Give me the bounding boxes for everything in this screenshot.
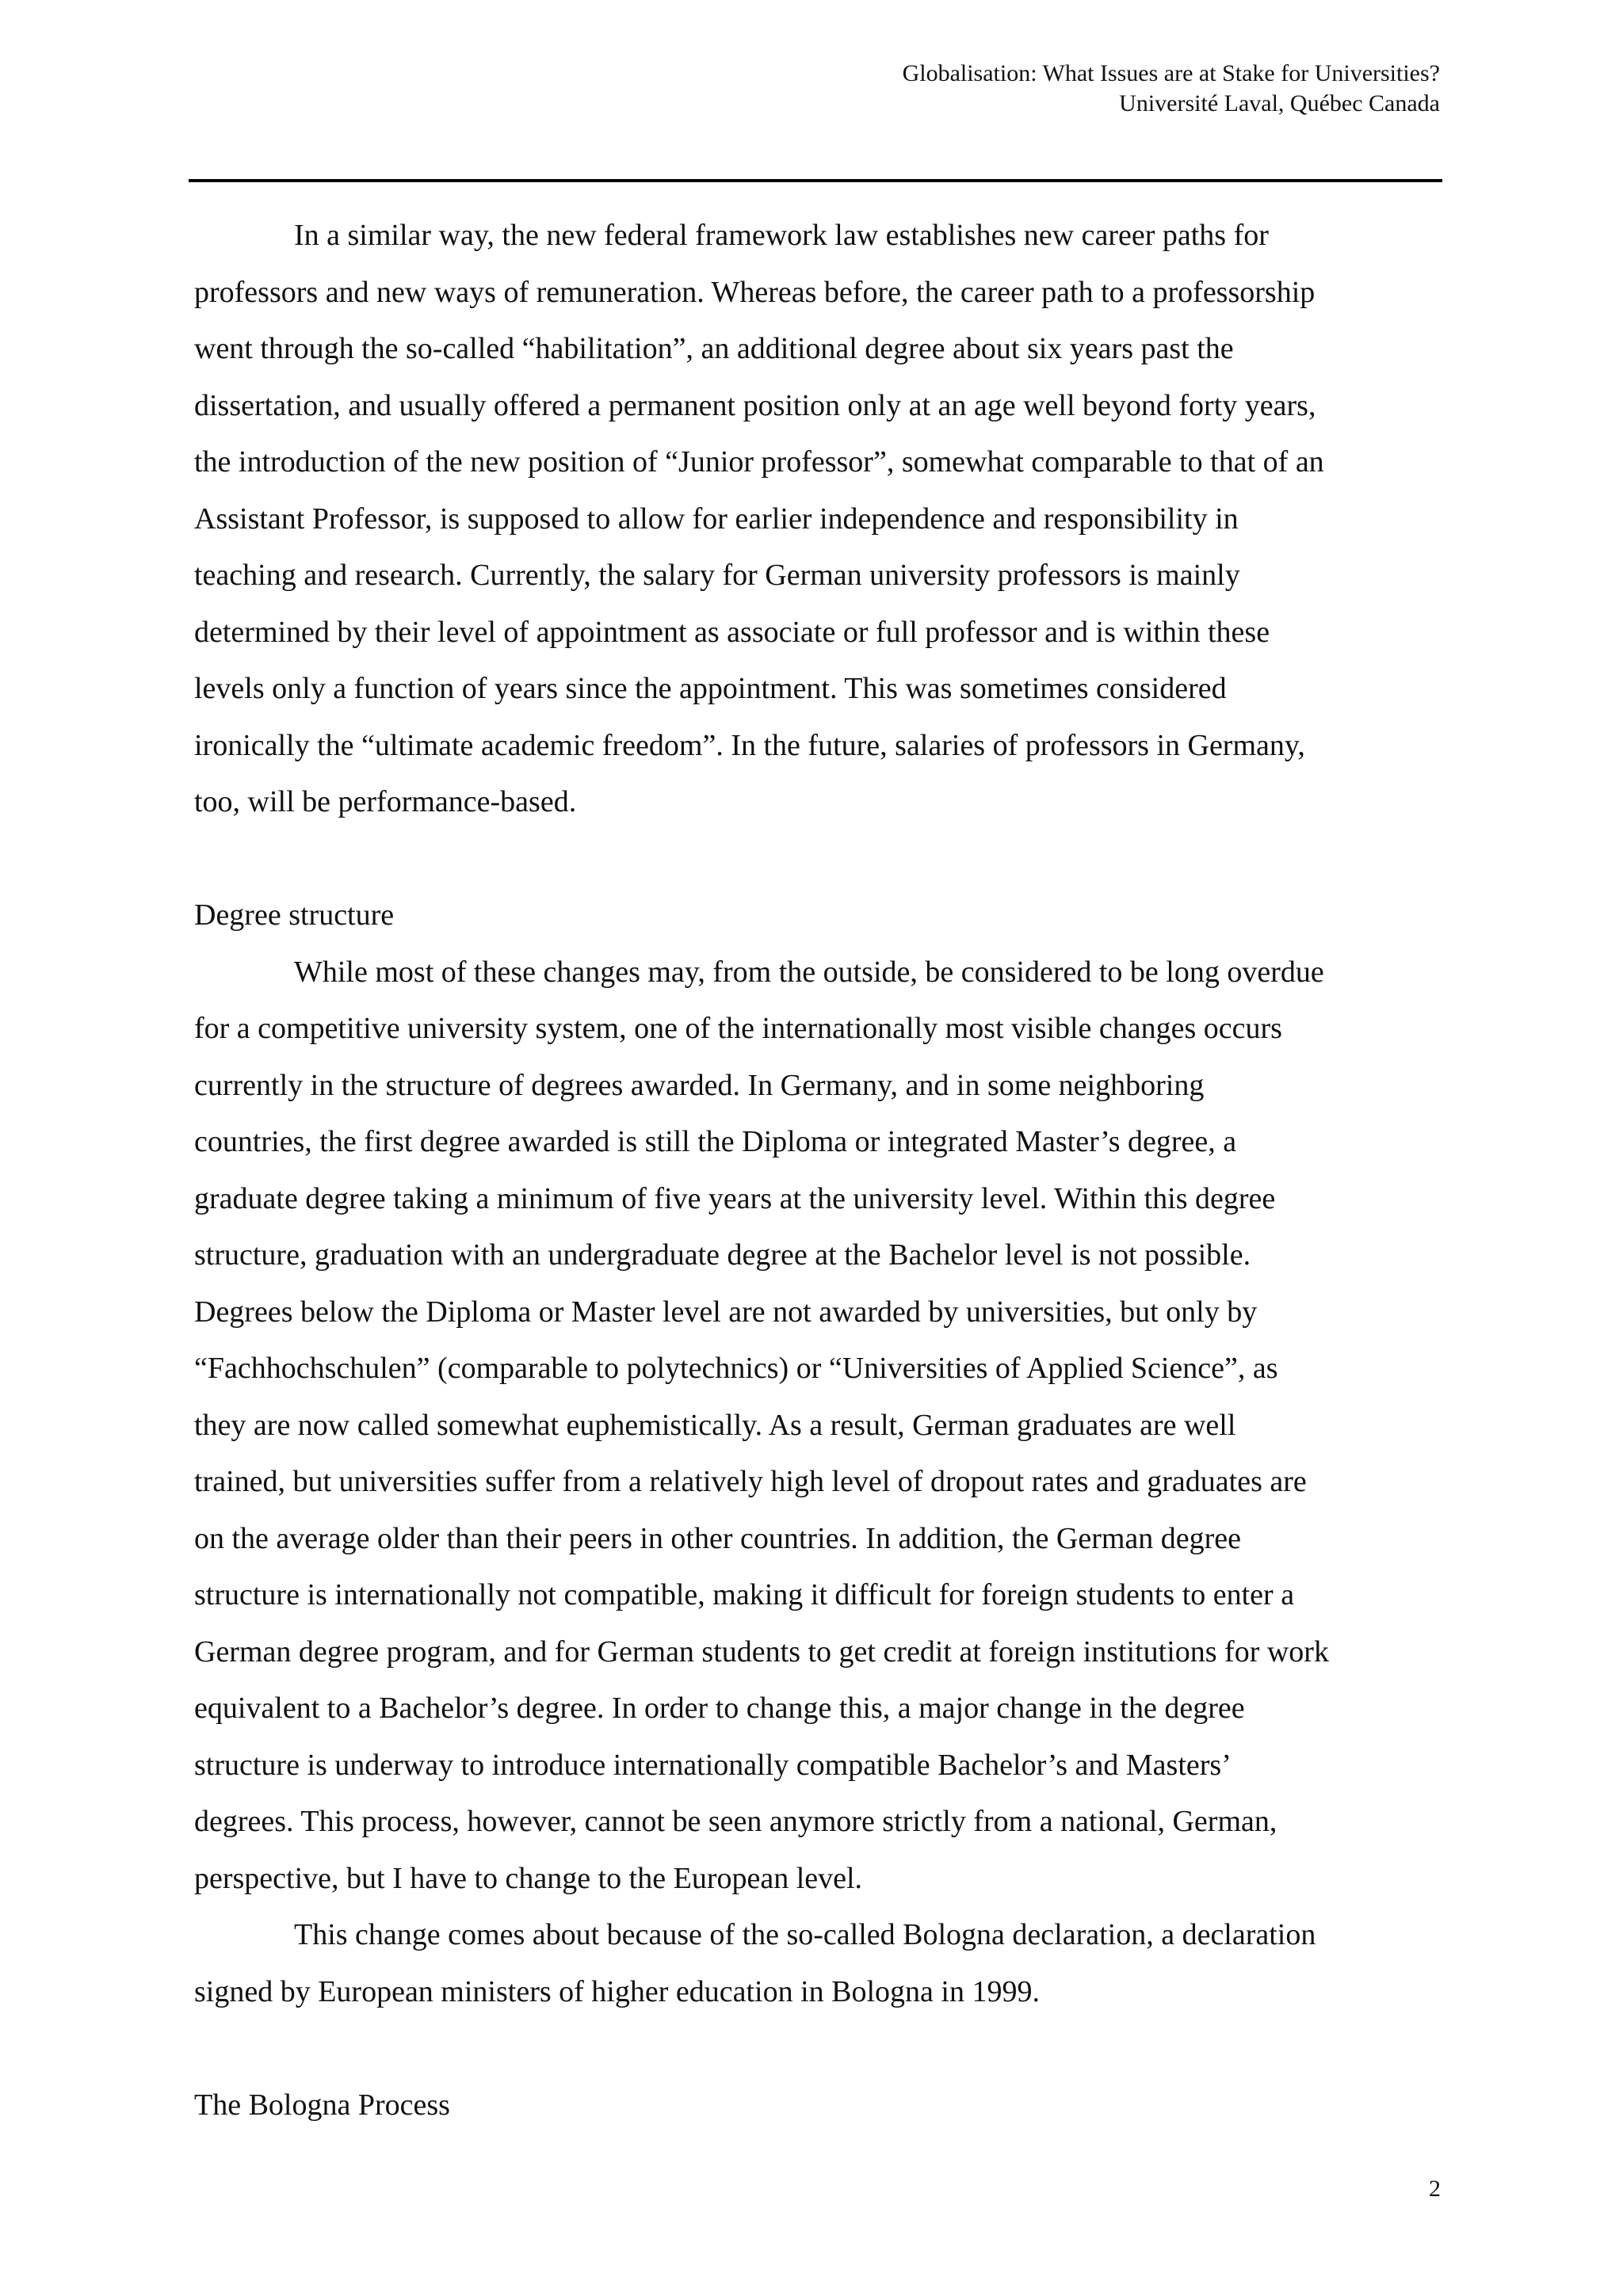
- paragraph-line: perspective, but I have to change to the European level.: [194, 1861, 863, 1895]
- header-title: Globalisation: What Issues are at Stake for Universities?: [902, 60, 1440, 86]
- paragraph-spacer: [194, 2020, 1454, 2077]
- paragraph-line: This change comes about because of the so-called Bologna declaration, a declaration: [294, 1918, 1316, 1951]
- paragraph-line: countries, the first degree awarded is still the Diploma or integrated Master’s degree, a: [194, 1125, 1237, 1158]
- paragraph-line: too, will be performance-based.: [194, 785, 577, 818]
- paragraph-bologna-declaration: [194, 1907, 1454, 2020]
- paragraph-line: they are now called somewhat euphemistically. As a result, German graduates are well: [194, 1408, 1236, 1442]
- section-heading-degree-structure: Degree structure: [194, 898, 395, 932]
- paragraph-line: levels only a function of years since the appointment. This was sometimes considered: [194, 672, 1227, 705]
- paragraph-line: teaching and research. Currently, the salary for German university professors is mainly: [194, 559, 1240, 592]
- paragraph-line: structure is internationally not compatible, making it difficult for foreign students to enter a: [194, 1578, 1295, 1611]
- paragraph-line: structure, graduation with an undergraduate degree at the Bachelor level is not possible.: [194, 1238, 1251, 1272]
- paragraph-line: Assistant Professor, is supposed to allow for earlier independence and responsibility in: [194, 502, 1239, 536]
- section-heading-bologna-process: The Bologna Process: [194, 2088, 450, 2122]
- paragraph-line: determined by their level of appointment as associate or full professor and is within these: [194, 615, 1270, 649]
- paragraph-line: professors and new ways of remuneration. Whereas before, the career path to a professorship: [194, 275, 1316, 309]
- paragraph-line: ironically the “ultimate academic freedom”. In the future, salaries of professors in Germany,: [194, 728, 1305, 762]
- paragraph-line: equivalent to a Bachelor’s degree. In order to change this, a major change in the degree: [194, 1691, 1245, 1725]
- paragraph-line: structure is underway to introduce internationally compatible Bachelor’s and Masters’: [194, 1748, 1232, 1782]
- paragraph-line: degrees. This process, however, cannot be seen anymore strictly from a national, German,: [194, 1805, 1277, 1838]
- document-body: [194, 208, 1454, 2134]
- paragraph-line: In a similar way, the new federal framework law establishes new career paths for: [294, 219, 1269, 252]
- header-divider: [189, 179, 1442, 182]
- paragraph-line: trained, but universities suffer from a relatively high level of dropout rates and graduates are: [194, 1465, 1307, 1498]
- paragraph-degree-structure: [194, 944, 1454, 1908]
- paragraph-line: graduate degree taking a minimum of five years at the university level. Within this degree: [194, 1181, 1276, 1215]
- paragraph-line: “Fachhochschulen” (comparable to polytechnics) or “Universities of Applied Science”, as: [194, 1352, 1278, 1385]
- running-header: [194, 59, 1440, 119]
- paragraph-line: signed by European ministers of higher education in Bologna in 1999.: [194, 1974, 1040, 2008]
- paragraph-line: on the average older than their peers in other countries. In addition, the German degree: [194, 1521, 1242, 1555]
- paragraph-line: for a competitive university system, one of the internationally most visible changes occurs: [194, 1012, 1282, 1045]
- paragraph-line: German degree program, and for German students to get credit at foreign institutions for work: [194, 1634, 1329, 1669]
- paragraph-line: went through the so-called “habilitation”, an additional degree about six years past the: [194, 332, 1234, 365]
- paragraph-line: While most of these changes may, from the outside, be considered to be long overdue: [294, 955, 1324, 989]
- paragraph-career-paths: [194, 208, 1454, 831]
- paragraph-line: currently in the structure of degrees awarded. In Germany, and in some neighboring: [194, 1068, 1205, 1102]
- paragraph-line: the introduction of the new position of “Junior professor”, somewhat comparable to that of an: [194, 445, 1324, 479]
- header-location: Université Laval, Québec Canada: [1119, 90, 1440, 116]
- paragraph-line: Degrees below the Diploma or Master level are not awarded by universities, but only by: [194, 1295, 1258, 1329]
- paragraph-spacer: [194, 831, 1454, 888]
- paragraph-line: dissertation, and usually offered a permanent position only at an age well beyond forty years,: [194, 388, 1316, 422]
- page-number: 2: [1429, 2176, 1441, 2202]
